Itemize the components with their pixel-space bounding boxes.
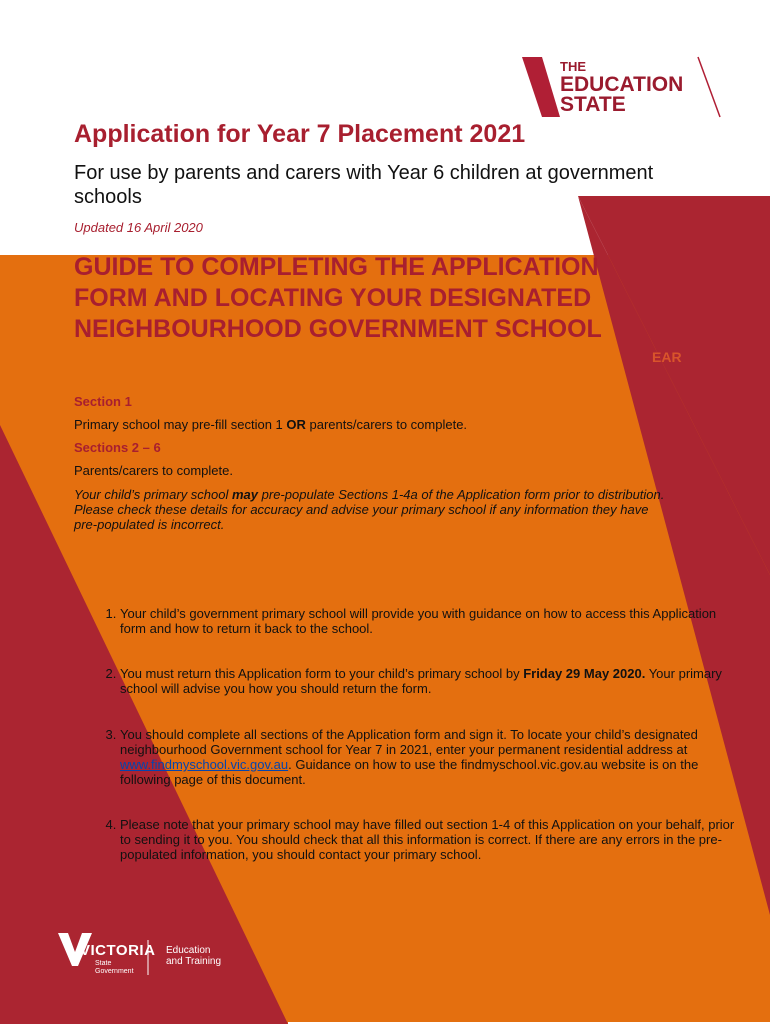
page-title: Application for Year 7 Placement 2021 [74, 120, 526, 148]
section-1-text [74, 417, 467, 432]
instruction-item-3-text-b: . Guidance on how to use the findmyschool.vic.gov.au website is on the following page of this document. [120, 757, 699, 787]
page-subtitle: For use by parents and carers with Year 6 children at government schools [74, 162, 654, 208]
sections-2-6-text: Parents/carers to complete. [74, 463, 233, 478]
instruction-item-3-text-a: You should complete all sections of the Application form and sign it. To locate your child’s designated neighbourhood Government school for Year 7 in 2021, enter your permanent residential address at [120, 727, 698, 757]
updated-date: Updated 16 April 2020 [74, 220, 203, 235]
instruction-item-1-text: Your child’s government primary school will provide you with guidance on how to access this Application form and how to return it back to the school. [120, 606, 717, 636]
victoria-government-label: Government [95, 968, 134, 975]
prepopulate-note-a: Your child’s primary school [74, 487, 232, 502]
prepopulate-note-b: pre-populate Sections 1-4a of the Application form prior to distribution. Please check these details for accuracy and advise your primary school if any information they have pre-populated is incorrect. [74, 487, 665, 532]
victoria-state-label: State [95, 960, 112, 967]
guide-heading: GUIDE TO COMPLETING THE APPLICATION FORM AND LOCATING YOUR DESIGNATED NEIGHBOURHOOD GOVERNMENT SCHOOL [74, 253, 602, 343]
department-line-1: Education [166, 945, 211, 956]
guide-heading-container [0, 250, 650, 345]
instruction-item-1 [120, 606, 740, 636]
section-1-text-b: parents/carers to complete. [305, 417, 468, 432]
instruction-item-2 [120, 666, 740, 696]
prepopulate-note-may: may [232, 487, 259, 502]
logo-line-state: STATE [560, 93, 626, 116]
education-state-logo [520, 55, 730, 121]
section-1-text-or: OR [286, 417, 306, 432]
guide-heading-fragment: EAR [652, 349, 682, 365]
victoria-wordmark: VICTORIA [80, 942, 156, 959]
instruction-item-3 [120, 727, 740, 787]
section-1-heading: Section 1 [74, 394, 132, 409]
instruction-item-4 [120, 817, 740, 862]
logo-line-education: EDUCATION [560, 73, 684, 96]
section-1-text-a: Primary school may pre-fill section 1 [74, 417, 287, 432]
logo-line-the: THE [560, 59, 586, 74]
sections-2-6-heading: Sections 2 – 6 [74, 440, 161, 455]
instructions-list [74, 606, 740, 862]
prepopulate-note [74, 487, 674, 532]
instruction-item-2-deadline: Friday 29 May 2020. [523, 666, 646, 681]
instruction-item-4-text: Please note that your primary school may have filled out section 1-4 of this Application on your behalf, prior to sending it to you. You should check that all this information is correct. If there are any errors in the pre-populated information, you should contact your primary school. [120, 817, 735, 862]
instruction-item-2-text-a: You must return this Application form to your child’s primary school by [120, 666, 524, 681]
findmyschool-link[interactable]: www.findmyschool.vic.gov.au [120, 757, 289, 772]
department-line-2: and Training [166, 956, 222, 967]
instruction-item-2-text-b: Your primary school will advise you how you should return the form. [120, 666, 722, 696]
victoria-government-logo [58, 930, 238, 980]
